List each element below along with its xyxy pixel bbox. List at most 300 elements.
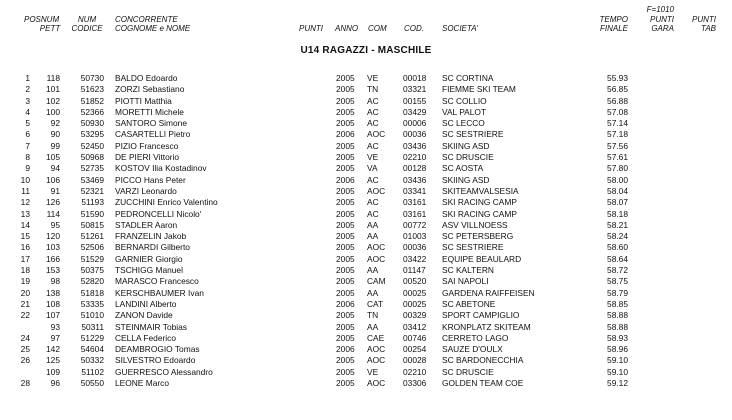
result-club-code: 00772 xyxy=(403,219,427,230)
result-club: SKI RACING CAMP xyxy=(442,208,517,219)
result-name: ZUCCHINI Enrico Valentino xyxy=(115,197,218,208)
result-bib: 92 xyxy=(50,118,60,129)
result-name: TSCHIGG Manuel xyxy=(115,265,183,276)
result-committee: VE xyxy=(367,366,379,377)
result-bib: 91 xyxy=(50,185,60,196)
header-f-value: F=1010 xyxy=(646,5,674,14)
header-punti-tab xyxy=(688,15,716,33)
result-committee: AC xyxy=(367,174,379,185)
result-code: 53335 xyxy=(80,298,104,309)
result-name: SANTORO Simone xyxy=(115,118,187,129)
result-position: 24 xyxy=(20,332,30,343)
result-club: GOLDEN TEAM COE xyxy=(442,378,524,389)
result-club: SC KALTERN xyxy=(442,265,494,276)
result-year: 2005 xyxy=(336,310,355,321)
result-club: SAUZE D'OULX xyxy=(442,344,503,355)
result-name: GUERRESCO Alessandro xyxy=(115,366,213,377)
result-year: 2005 xyxy=(336,366,355,377)
result-time: 58.79 xyxy=(607,287,628,298)
result-time: 58.07 xyxy=(607,197,628,208)
result-name: LEONE Marco xyxy=(115,378,169,389)
result-code: 51010 xyxy=(80,310,104,321)
result-code: 50332 xyxy=(80,355,104,366)
result-committee: CAM xyxy=(367,276,386,287)
result-name: GARNIER Giorgio xyxy=(115,253,183,264)
header-concorrente-line2: COGNOME e NOME xyxy=(115,24,191,33)
result-committee: AA xyxy=(367,287,379,298)
result-club: SC PETERSBERG xyxy=(442,231,514,242)
result-time: 59.12 xyxy=(607,378,628,389)
result-club-code: 00025 xyxy=(403,298,427,309)
result-year: 2005 xyxy=(336,118,355,129)
result-name: DE PIERI Vittorio xyxy=(115,152,180,163)
result-committee: AOC xyxy=(367,253,386,264)
result-time: 58.24 xyxy=(607,231,628,242)
result-year: 2005 xyxy=(336,185,355,196)
results-table xyxy=(0,73,732,389)
result-time: 58.64 xyxy=(607,253,628,264)
result-club: SKITEAMVALSESIA xyxy=(442,185,519,196)
result-club-code: 01003 xyxy=(403,231,427,242)
result-time: 58.88 xyxy=(607,310,628,321)
result-time: 57.18 xyxy=(607,129,628,140)
result-time: 58.00 xyxy=(607,174,628,185)
result-year: 2006 xyxy=(336,344,355,355)
result-code: 50311 xyxy=(81,321,104,332)
result-bib: 114 xyxy=(46,208,60,219)
result-club-code: 00329 xyxy=(403,310,427,321)
header-punti-tab-line2: TAB xyxy=(701,24,716,33)
header-societa: SOCIETA' xyxy=(442,24,479,33)
table-row xyxy=(0,299,732,310)
result-club: CERRETO LAGO xyxy=(442,332,509,343)
result-name: ZORZI Sebastiano xyxy=(115,84,185,95)
result-committee: AOC xyxy=(367,242,386,253)
table-row xyxy=(0,163,732,174)
result-time: 55.93 xyxy=(607,73,628,83)
result-time: 58.88 xyxy=(607,321,628,332)
result-club: SC COLLIO xyxy=(442,95,487,106)
result-bib: 101 xyxy=(46,84,60,95)
result-committee: AC xyxy=(367,140,379,151)
result-club-code: 03161 xyxy=(403,208,427,219)
result-club-code: 03422 xyxy=(403,253,427,264)
result-bib: 120 xyxy=(46,231,60,242)
result-club-code: 00155 xyxy=(403,95,427,106)
result-club: SC SESTRIERE xyxy=(442,129,504,140)
table-row xyxy=(0,254,732,265)
result-year: 2005 xyxy=(336,163,355,174)
result-year: 2005 xyxy=(336,219,355,230)
result-time: 58.60 xyxy=(607,242,628,253)
header-num-pett-line1: NUM xyxy=(40,15,60,24)
result-code: 51623 xyxy=(80,84,104,95)
table-row xyxy=(0,152,732,163)
result-year: 2006 xyxy=(336,174,355,185)
result-name: PIZIO Francesco xyxy=(115,140,179,151)
result-committee: AOC xyxy=(367,185,386,196)
result-name: STADLER Aaron xyxy=(115,219,178,230)
table-row xyxy=(0,231,732,242)
result-club: KRONPLATZ SKITEAM xyxy=(442,321,531,332)
header-punti: PUNTI xyxy=(299,24,323,33)
result-year: 2005 xyxy=(336,242,355,253)
result-position: 21 xyxy=(20,298,30,309)
result-club: SKI RACING CAMP xyxy=(442,197,517,208)
table-row xyxy=(0,141,732,152)
table-row xyxy=(0,118,732,129)
result-year: 2005 xyxy=(336,73,355,83)
result-year: 2005 xyxy=(336,287,355,298)
result-time: 59.10 xyxy=(607,355,628,366)
result-position: 3 xyxy=(25,95,30,106)
table-row xyxy=(0,378,732,389)
result-year: 2005 xyxy=(336,84,355,95)
result-club-code: 01147 xyxy=(403,265,426,276)
result-name: BERNARDI Gilberto xyxy=(115,242,190,253)
result-time: 58.85 xyxy=(607,298,628,309)
result-code: 51818 xyxy=(80,287,104,298)
result-name: PIOTTI Matthia xyxy=(115,95,172,106)
result-position: 19 xyxy=(20,276,30,287)
result-committee: AA xyxy=(367,231,379,242)
result-position: 22 xyxy=(20,310,30,321)
result-club-code: 00036 xyxy=(403,129,427,140)
result-position: 5 xyxy=(25,118,30,129)
result-code: 53469 xyxy=(80,174,104,185)
result-position: 13 xyxy=(20,208,30,219)
result-time: 57.56 xyxy=(607,140,628,151)
result-position: 7 xyxy=(25,140,30,151)
result-name: FRANZELIN Jakob xyxy=(115,231,187,242)
result-year: 2005 xyxy=(336,253,355,264)
result-year: 2005 xyxy=(336,197,355,208)
result-name: ZANON Davide xyxy=(115,310,173,321)
result-name: CELLA Federico xyxy=(115,332,176,343)
table-row xyxy=(0,96,732,107)
result-committee: VE xyxy=(367,73,379,83)
header-num-codice-line1: NUM xyxy=(77,15,97,24)
header-com: COM xyxy=(368,24,387,33)
result-club-code: 03412 xyxy=(403,321,427,332)
result-code: 50968 xyxy=(80,152,104,163)
table-row xyxy=(0,322,732,333)
result-club: VAL PALOT xyxy=(442,106,487,117)
result-club-code: 03341 xyxy=(403,185,427,196)
result-year: 2005 xyxy=(336,231,355,242)
result-time: 58.75 xyxy=(607,276,628,287)
result-bib: 142 xyxy=(46,344,60,355)
result-bib: 125 xyxy=(46,355,60,366)
table-row xyxy=(0,197,732,208)
result-bib: 105 xyxy=(46,152,60,163)
result-time: 57.14 xyxy=(607,118,628,129)
result-time: 58.04 xyxy=(607,185,628,196)
result-club-code: 00128 xyxy=(403,163,427,174)
result-club: FIEMME SKI TEAM xyxy=(442,84,516,95)
table-row xyxy=(0,209,732,220)
header-cod: COD. xyxy=(404,24,424,33)
result-club-code: 02210 xyxy=(403,152,427,163)
result-year: 2005 xyxy=(336,378,355,389)
result-club: SC DRUSCIE xyxy=(442,366,494,377)
result-code: 51852 xyxy=(80,95,104,106)
header-num-pett-line2: PETT xyxy=(39,24,61,33)
result-name: CASARTELLI Pietro xyxy=(115,129,191,140)
header-punti-gara-line2: GARA xyxy=(651,24,674,33)
result-name: PEDRONCELLI Nicolo' xyxy=(115,208,202,219)
result-position: 11 xyxy=(21,185,30,196)
table-row xyxy=(0,129,732,140)
result-bib: 96 xyxy=(50,378,60,389)
result-bib: 107 xyxy=(46,310,60,321)
result-year: 2006 xyxy=(336,298,355,309)
result-club-code: 03429 xyxy=(403,106,427,117)
category-title: U14 RAGAZZI - MASCHILE xyxy=(300,45,432,56)
result-code: 52450 xyxy=(80,140,104,151)
result-name: MARASCO Francesco xyxy=(115,276,199,287)
result-code: 50930 xyxy=(80,118,104,129)
result-time: 59.10 xyxy=(607,366,628,377)
result-year: 2005 xyxy=(336,332,355,343)
result-club: SAI NAPOLI xyxy=(442,276,489,287)
result-position: 8 xyxy=(25,152,30,163)
table-row xyxy=(0,355,732,366)
result-club-code: 03306 xyxy=(403,378,427,389)
result-club-code: 00018 xyxy=(403,73,427,83)
result-year: 2005 xyxy=(336,265,355,276)
result-position: 17 xyxy=(20,253,30,264)
result-time: 58.21 xyxy=(607,219,628,230)
table-row xyxy=(0,333,732,344)
result-position: 28 xyxy=(20,378,30,389)
result-name: STEINMAIR Tobias xyxy=(115,321,187,332)
result-code: 52321 xyxy=(80,185,104,196)
result-time: 56.88 xyxy=(607,95,628,106)
result-bib: 100 xyxy=(46,106,60,117)
header-punti-gara-line1: PUNTI xyxy=(650,15,674,24)
header-num-pett xyxy=(38,15,62,33)
result-position: 15 xyxy=(20,231,30,242)
result-club-code: 00520 xyxy=(403,276,427,287)
result-year: 2005 xyxy=(336,321,355,332)
result-code: 51102 xyxy=(81,366,104,377)
result-code: 50815 xyxy=(80,219,104,230)
result-name: MORETTI Michele xyxy=(115,106,184,117)
result-club: SC ABETONE xyxy=(442,298,496,309)
result-time: 58.72 xyxy=(607,265,628,276)
result-bib: 108 xyxy=(46,298,60,309)
result-club-code: 00025 xyxy=(403,287,427,298)
result-name: BALDO Edoardo xyxy=(115,73,178,83)
result-year: 2005 xyxy=(336,106,355,117)
table-row xyxy=(0,265,732,276)
result-position: 6 xyxy=(25,129,30,140)
result-bib: 109 xyxy=(46,366,60,377)
result-committee: AC xyxy=(367,95,379,106)
result-time: 57.80 xyxy=(607,163,628,174)
result-bib: 118 xyxy=(46,73,60,83)
result-code: 50550 xyxy=(80,378,104,389)
result-code: 51590 xyxy=(80,208,104,219)
result-name: VARZI Leonardo xyxy=(115,185,177,196)
header-anno: ANNO xyxy=(335,24,359,33)
result-committee: CAE xyxy=(367,332,385,343)
header-punti-gara xyxy=(640,15,674,33)
result-club: SC DRUSCIE xyxy=(442,152,494,163)
result-name: KERSCHBAUMER Ivan xyxy=(115,287,204,298)
result-committee: AOC xyxy=(367,355,386,366)
header-concorrente-line1: CONCORRENTE xyxy=(115,15,178,24)
result-club: ASV VILLNOESS xyxy=(442,219,508,230)
result-committee: VE xyxy=(367,152,379,163)
result-name: SILVESTRO Edoardo xyxy=(115,355,196,366)
result-code: 51529 xyxy=(80,253,104,264)
result-club: SC CORTINA xyxy=(442,73,494,83)
table-row xyxy=(0,175,732,186)
result-position: 4 xyxy=(25,106,30,117)
result-name: DEAMBROGIO Tomas xyxy=(115,344,200,355)
header-pos: POS xyxy=(24,15,41,24)
result-bib: 94 xyxy=(50,163,60,174)
table-row xyxy=(0,367,732,378)
result-club: GARDENA RAIFFEISEN xyxy=(442,287,535,298)
header-num-codice-line2: CODICE xyxy=(71,24,103,33)
table-row xyxy=(0,242,732,253)
result-committee: CAT xyxy=(367,298,384,309)
result-committee: AC xyxy=(367,106,379,117)
table-row xyxy=(0,84,732,95)
table-row xyxy=(0,344,732,355)
table-row xyxy=(0,73,732,84)
header-tempo-finale-line2: FINALE xyxy=(599,24,628,33)
result-code: 52506 xyxy=(80,242,104,253)
result-position: 10 xyxy=(20,174,30,185)
result-position: 1 xyxy=(25,73,30,83)
result-code: 51261 xyxy=(80,231,104,242)
table-row xyxy=(0,220,732,231)
result-name: PICCO Hans Peter xyxy=(115,174,186,185)
result-committee: AA xyxy=(367,321,379,332)
result-club: SKIING ASD xyxy=(442,140,490,151)
result-club-code: 03436 xyxy=(403,140,427,151)
result-year: 2005 xyxy=(336,95,355,106)
result-club: SC BARDONECCHIA xyxy=(442,355,524,366)
table-row xyxy=(0,186,732,197)
header-tempo-finale-line1: TEMPO xyxy=(599,15,628,24)
result-position: 26 xyxy=(20,355,30,366)
result-bib: 90 xyxy=(50,129,60,140)
header-tempo-finale xyxy=(588,15,628,33)
table-row xyxy=(0,310,732,321)
header-punti-tab-line1: PUNTI xyxy=(692,15,716,24)
result-committee: AC xyxy=(367,118,379,129)
result-code: 51193 xyxy=(81,197,104,208)
result-name: KOSTOV Ilia Kostadinov xyxy=(115,163,207,174)
result-club-code: 00028 xyxy=(403,355,427,366)
result-position: 25 xyxy=(20,344,30,355)
result-bib: 99 xyxy=(50,140,60,151)
result-year: 2006 xyxy=(336,129,355,140)
result-committee: AOC xyxy=(367,344,386,355)
header-concorrente xyxy=(115,15,190,33)
result-club: SKIING ASD xyxy=(442,174,490,185)
result-code: 52820 xyxy=(80,276,104,287)
result-code: 50730 xyxy=(80,73,104,83)
result-club-code: 00006 xyxy=(403,118,427,129)
result-bib: 126 xyxy=(46,197,60,208)
result-position: 14 xyxy=(20,219,30,230)
result-committee: VA xyxy=(367,163,378,174)
result-club: SPORT CAMPIGLIO xyxy=(442,310,520,321)
result-code: 53295 xyxy=(80,129,104,140)
result-year: 2005 xyxy=(336,276,355,287)
result-bib: 138 xyxy=(46,287,60,298)
result-committee: AC xyxy=(367,197,379,208)
result-time: 57.61 xyxy=(607,152,628,163)
result-bib: 93 xyxy=(50,321,60,332)
result-time: 57.08 xyxy=(607,106,628,117)
result-bib: 166 xyxy=(46,253,60,264)
result-bib: 97 xyxy=(50,332,60,343)
result-committee: AA xyxy=(367,265,379,276)
result-club-code: 03161 xyxy=(403,197,427,208)
result-time: 56.85 xyxy=(607,84,628,95)
result-code: 52366 xyxy=(80,106,104,117)
result-club: SC AOSTA xyxy=(442,163,484,174)
result-bib: 103 xyxy=(46,242,60,253)
result-position: 2 xyxy=(25,84,30,95)
result-committee: TN xyxy=(367,84,379,95)
result-committee: AC xyxy=(367,208,379,219)
result-committee: TN xyxy=(367,310,379,321)
result-time: 58.96 xyxy=(607,344,628,355)
result-club-code: 03436 xyxy=(403,174,427,185)
result-position: 18 xyxy=(20,265,30,276)
result-club-code: 00036 xyxy=(403,242,427,253)
result-position: 16 xyxy=(20,242,30,253)
result-code: 54604 xyxy=(80,344,104,355)
result-position: 20 xyxy=(20,287,30,298)
table-row xyxy=(0,288,732,299)
result-bib: 95 xyxy=(50,219,60,230)
result-year: 2005 xyxy=(336,355,355,366)
result-bib: 106 xyxy=(46,174,60,185)
result-club: SC SESTRIERE xyxy=(442,242,504,253)
result-club-code: 03321 xyxy=(403,84,427,95)
result-bib: 102 xyxy=(46,95,60,106)
result-club: EQUIPE BEAULARD xyxy=(442,253,522,264)
header-num-codice xyxy=(70,15,104,33)
result-name: LANDINI Alberto xyxy=(115,298,177,309)
result-time: 58.18 xyxy=(607,208,628,219)
result-bib: 98 xyxy=(50,276,60,287)
result-club-code: 00746 xyxy=(403,332,427,343)
result-position: 12 xyxy=(20,197,30,208)
result-year: 2005 xyxy=(336,152,355,163)
result-code: 50375 xyxy=(80,265,104,276)
result-committee: AA xyxy=(367,219,379,230)
result-committee: AOC xyxy=(367,378,386,389)
table-row xyxy=(0,276,732,287)
result-time: 58.93 xyxy=(607,332,628,343)
result-code: 52735 xyxy=(80,163,104,174)
result-club-code: 02210 xyxy=(403,366,427,377)
table-row xyxy=(0,107,732,118)
result-code: 51229 xyxy=(80,332,104,343)
result-year: 2005 xyxy=(336,208,355,219)
result-club: SC LECCO xyxy=(442,118,485,129)
